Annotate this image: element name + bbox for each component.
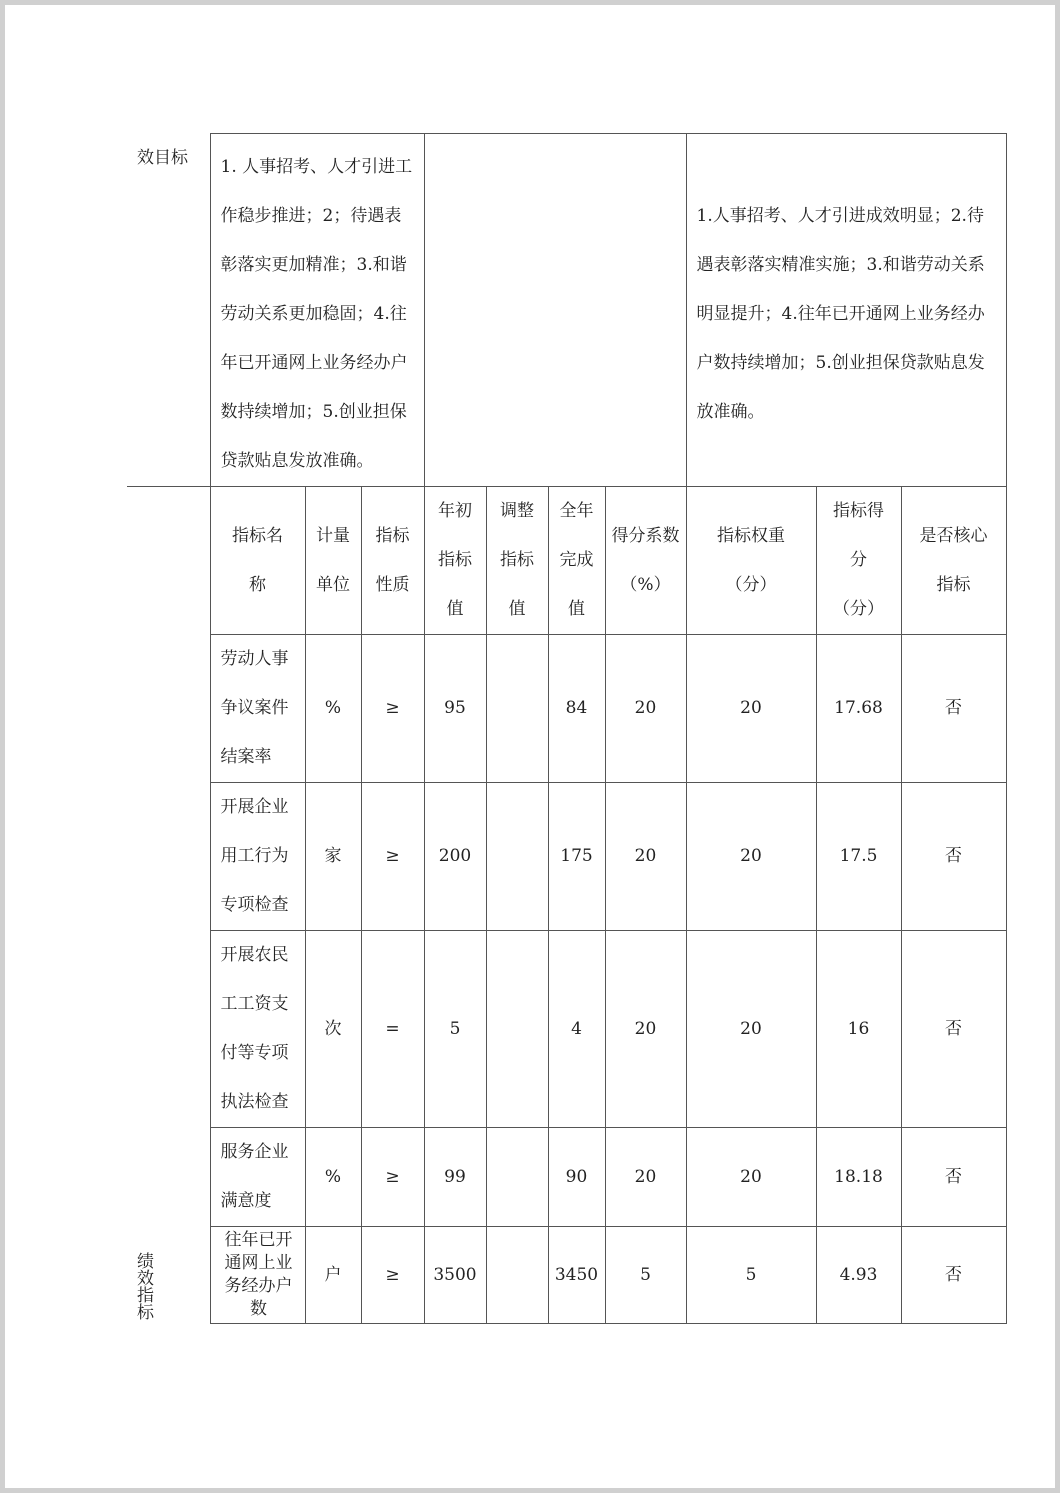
initial-goal-text: 1. 人事招考、人才引进工作稳步推进；2；待遇表彰落实更加精准；3.和谐劳动关系更加稳固；4.往年已开通网上业务经办户数持续增加；5.创业担保贷款贴息发放准确。 — [210, 134, 424, 487]
header-name: 指标名称 — [210, 487, 305, 635]
indicator-core: 否 — [901, 635, 1006, 783]
header-core: 是否核心指标 — [901, 487, 1006, 635]
indicator-unit: 户 — [305, 1227, 361, 1324]
indicator-nature: ≥ — [361, 1227, 424, 1324]
indicator-core: 否 — [901, 783, 1006, 931]
indicator-initial: 200 — [424, 783, 486, 931]
indicator-initial: 3500 — [424, 1227, 486, 1324]
indicator-score: 17.5 — [816, 783, 901, 931]
indicator-adjusted — [486, 931, 548, 1128]
indicator-weight: 20 — [686, 1128, 816, 1227]
header-coef: 得分系数（%） — [605, 487, 686, 635]
table-row — [127, 1128, 1006, 1227]
goal-label: 效目标 — [127, 134, 210, 487]
table-row — [127, 783, 1006, 931]
indicator-adjusted — [486, 783, 548, 931]
indicator-weight: 20 — [686, 635, 816, 783]
indicator-coef: 20 — [605, 635, 686, 783]
header-initial: 年初指标值 — [424, 487, 486, 635]
indicator-weight: 5 — [686, 1227, 816, 1324]
performance-table — [127, 133, 1007, 1324]
header-unit: 计量单位 — [305, 487, 361, 635]
table-row — [127, 635, 1006, 783]
indicator-completed: 84 — [548, 635, 605, 783]
indicator-adjusted — [486, 1227, 548, 1324]
indicator-coef: 5 — [605, 1227, 686, 1324]
indicator-initial: 95 — [424, 635, 486, 783]
indicator-core: 否 — [901, 931, 1006, 1128]
indicator-completed: 90 — [548, 1128, 605, 1227]
indicator-initial: 99 — [424, 1128, 486, 1227]
indicator-name: 服务企业满意度 — [210, 1128, 305, 1227]
indicator-name: 往年已开通网上业务经办户数 — [210, 1227, 305, 1324]
document-page — [5, 5, 1055, 1488]
indicator-core: 否 — [901, 1128, 1006, 1227]
indicator-completed: 4 — [548, 931, 605, 1128]
header-nature: 指标性质 — [361, 487, 424, 635]
indicator-adjusted — [486, 635, 548, 783]
header-weight: 指标权重（分） — [686, 487, 816, 635]
indicator-coef: 20 — [605, 783, 686, 931]
indicator-score: 16 — [816, 931, 901, 1128]
indicator-name: 劳动人事争议案件结案率 — [210, 635, 305, 783]
actual-result-text: 1.人事招考、人才引进成效明显；2.待遇表彰落实精准实施；3.和谐劳动关系明显提升；4.往年已开通网上业务经办户数持续增加；5.创业担保贷款贴息发放准确。 — [686, 134, 1006, 487]
indicator-nature: ≥ — [361, 635, 424, 783]
indicator-coef: 20 — [605, 931, 686, 1128]
indicators-label: 绩效指标 — [127, 487, 210, 1324]
indicator-completed: 3450 — [548, 1227, 605, 1324]
indicator-unit: 家 — [305, 783, 361, 931]
indicator-score: 18.18 — [816, 1128, 901, 1227]
indicator-initial: 5 — [424, 931, 486, 1128]
indicator-nature: ≥ — [361, 1128, 424, 1227]
table-row — [127, 1227, 1006, 1324]
table-row — [127, 931, 1006, 1128]
indicator-name: 开展企业用工行为专项检查 — [210, 783, 305, 931]
indicator-coef: 20 — [605, 1128, 686, 1227]
indicator-weight: 20 — [686, 931, 816, 1128]
header-adjusted: 调整指标值 — [486, 487, 548, 635]
indicator-unit: % — [305, 1128, 361, 1227]
indicator-score: 17.68 — [816, 635, 901, 783]
indicator-name: 开展农民工工资支付等专项执法检查 — [210, 931, 305, 1128]
indicator-adjusted — [486, 1128, 548, 1227]
header-score: 指标得分（分） — [816, 487, 901, 635]
indicator-score: 4.93 — [816, 1227, 901, 1324]
indicator-weight: 20 — [686, 783, 816, 931]
indicator-unit: % — [305, 635, 361, 783]
indicator-core: 否 — [901, 1227, 1006, 1324]
adjusted-goal-text — [424, 134, 686, 487]
indicator-unit: 次 — [305, 931, 361, 1128]
header-completed: 全年完成值 — [548, 487, 605, 635]
indicator-completed: 175 — [548, 783, 605, 931]
indicator-nature: ≥ — [361, 783, 424, 931]
indicator-nature: = — [361, 931, 424, 1128]
